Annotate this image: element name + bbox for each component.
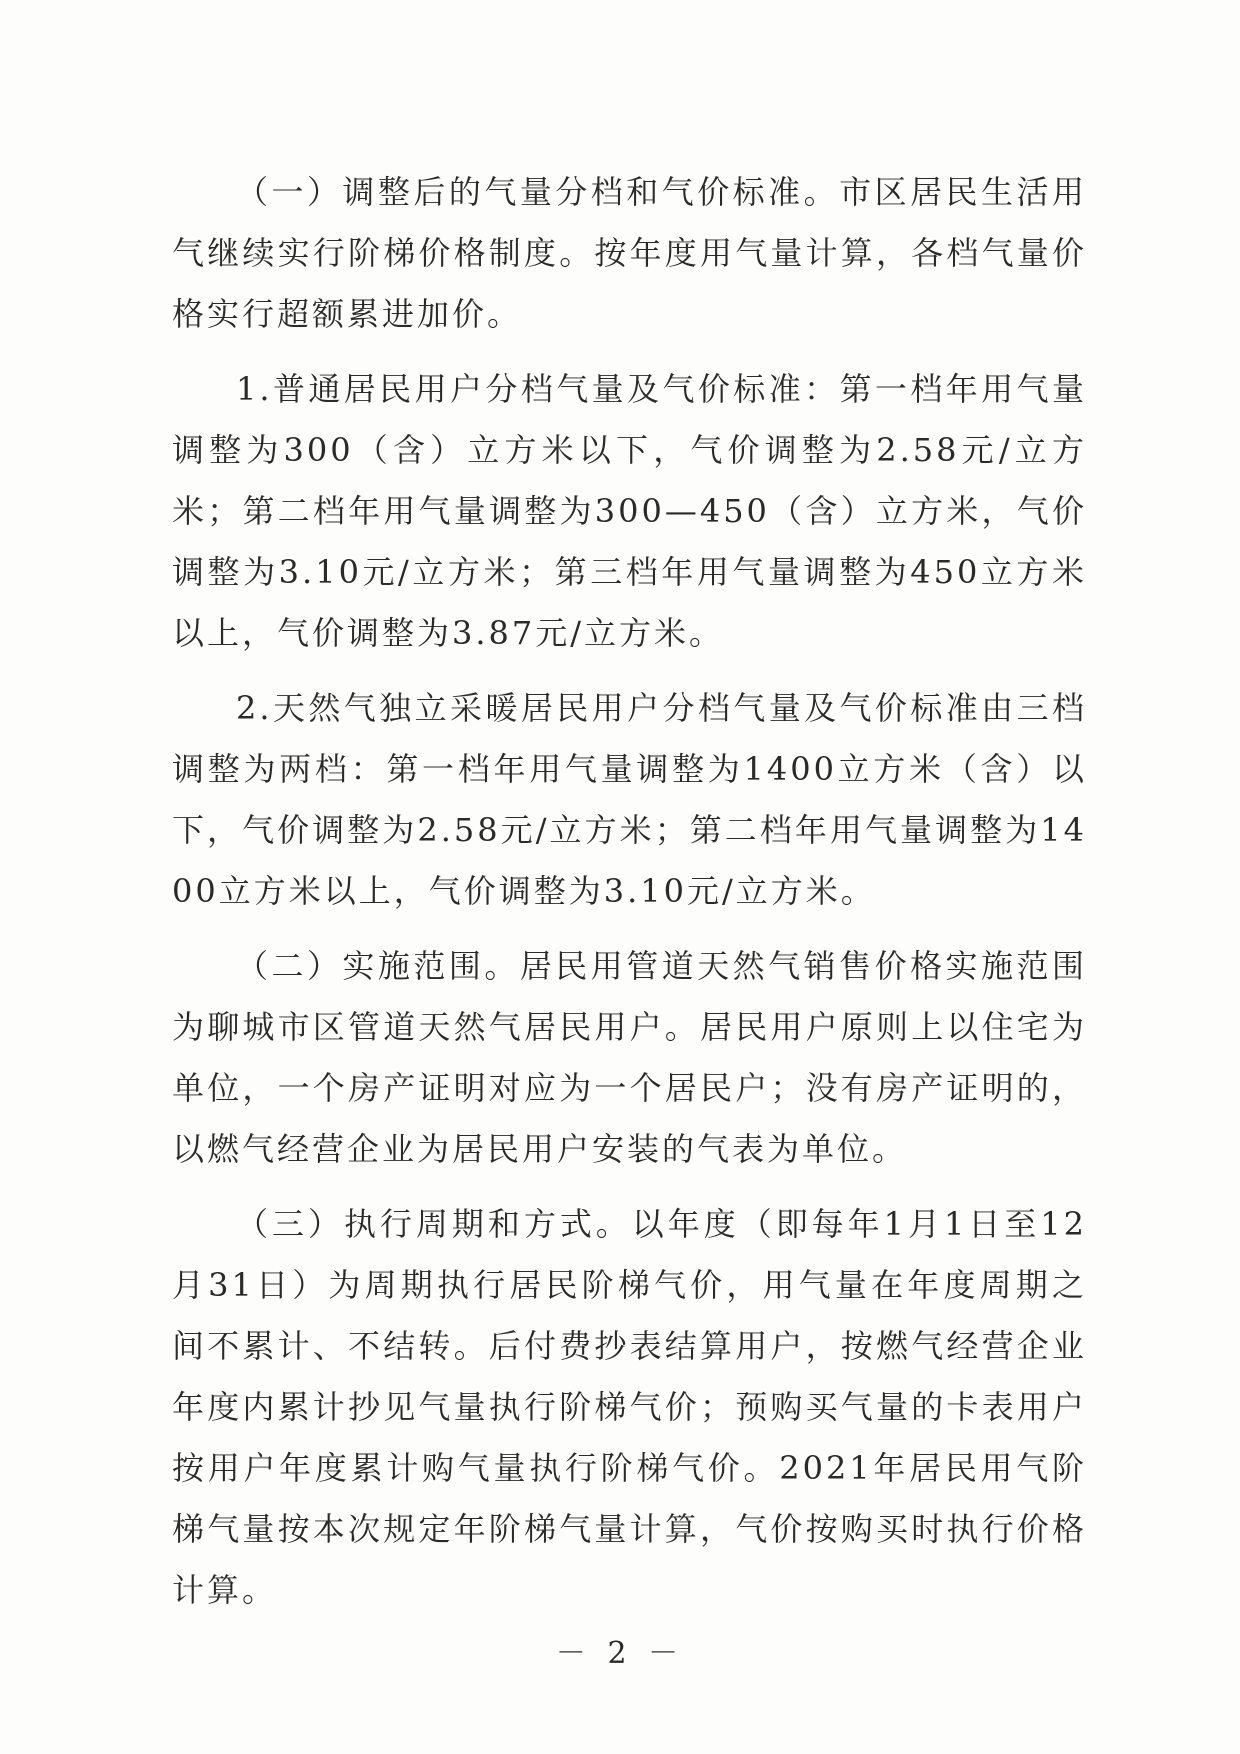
paragraph-period-method: （三）执行周期和方式。以年度（即每年1月1日至12月31日）为周期执行居民阶梯气价，用气量在年度周期之间不累计、不结转。后付费抄表结算用户，按燃气经营企业年度内累计抄见气量执行阶梯气价；预购买气量的卡表用户按用户年度累计购气量执行阶梯气价。2021年居民用气阶梯气量按本次规定年阶梯气量计算，气价按购买时执行价格计算。 bbox=[172, 1205, 1087, 1609]
page-number: － 2 － bbox=[555, 1636, 685, 1671]
document-body bbox=[172, 162, 1087, 1635]
paragraph-ordinary-households: 1.普通居民用户分档气量及气价标准：第一档年用气量调整为300（含）立方米以下，气价调整为2.58元/立方米；第二档年用气量调整为300—450（含）立方米，气价调整为3.10元/立方米；第三档年用气量调整为450立方米以上，气价调整为3.87元/立方米。 bbox=[172, 370, 1087, 652]
paragraph-scope: （二）实施范围。居民用管道天然气销售价格实施范围为聊城市区管道天然气居民用户。居民用户原则上以住宅为单位，一个房产证明对应为一个居民户；没有房产证明的，以燃气经营企业为居民用户安装的气表为单位。 bbox=[172, 947, 1087, 1168]
paragraph-price-tiers: （一）调整后的气量分档和气价标准。市区居民生活用气继续实行阶梯价格制度。按年度用气量计算，各档气量价格实行超额累进加价。 bbox=[172, 173, 1087, 333]
paragraph-heating-households: 2.天然气独立采暖居民用户分档气量及气价标准由三档调整为两档：第一档年用气量调整为1400立方米（含）以下，气价调整为2.58元/立方米；第二档年用气量调整为1400立方米以上，气价调整为3.10元/立方米。 bbox=[172, 689, 1087, 910]
